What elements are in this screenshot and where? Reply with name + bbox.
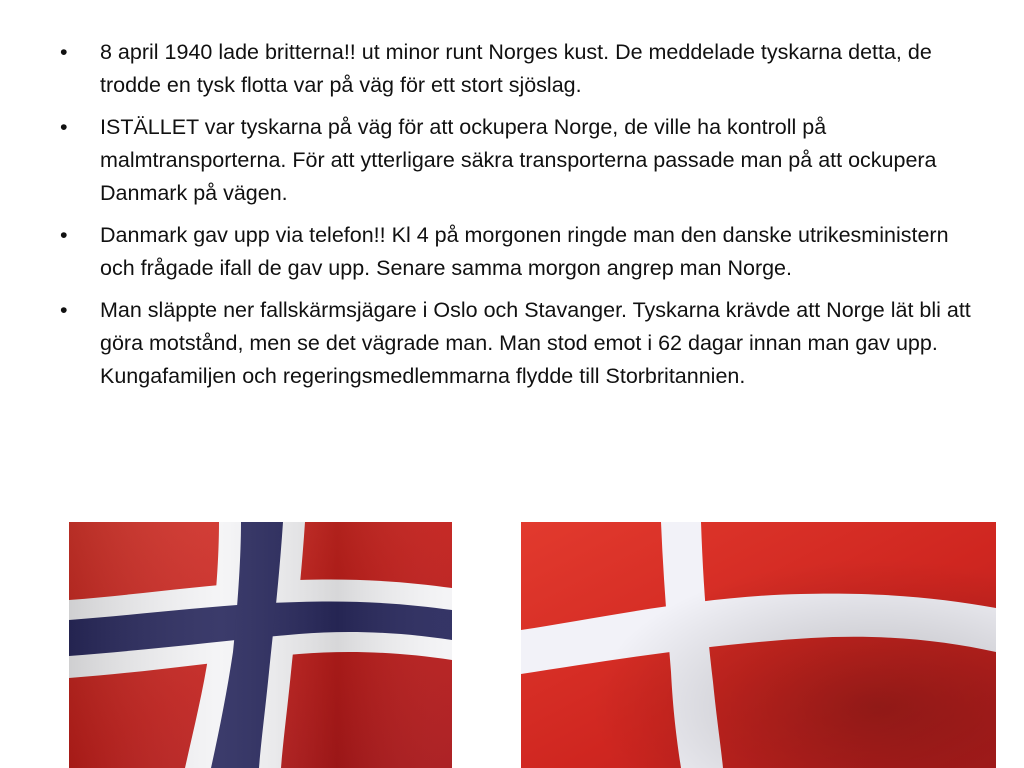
- bullet-text: ISTÄLLET var tyskarna på väg för att ockupera Norge, de ville ha kontroll på malmtransporterna. För att ytterligare säkra transporterna passade man på att ockupera Danmark på vägen.: [100, 115, 937, 205]
- bullet-text: Danmark gav upp via telefon!! Kl 4 på morgonen ringde man den danske utrikesministern och frågade ifall de gav upp. Senare samma morgon angrep man Norge.: [100, 223, 949, 280]
- bullet-list: [58, 36, 978, 402]
- norway-flag-image: [69, 522, 452, 768]
- bullet-item: [58, 294, 978, 393]
- denmark-flag-icon: [521, 522, 996, 768]
- bullet-icon: •: [60, 298, 68, 322]
- bullet-item: [58, 36, 978, 102]
- bullet-text: 8 april 1940 lade britterna!! ut minor runt Norges kust. De meddelade tyskarna detta, de trodde en tysk flotta var på väg för ett stort sjöslag.: [100, 40, 932, 97]
- bullet-icon: •: [60, 115, 68, 139]
- denmark-flag-image: [521, 522, 996, 768]
- norway-flag-icon: [69, 522, 452, 768]
- bullet-text: Man släppte ner fallskärmsjägare i Oslo och Stavanger. Tyskarna krävde att Norge lät bli att göra motstånd, men se det vägrade man. Man stod emot i 62 dagar innan man gav upp. Kungafamiljen och regeringsmedlemmarna flydde till Storbritannien.: [100, 298, 971, 388]
- bullet-item: [58, 219, 978, 285]
- bullet-icon: •: [60, 223, 68, 247]
- bullet-icon: •: [60, 40, 68, 64]
- bullet-item: [58, 111, 978, 210]
